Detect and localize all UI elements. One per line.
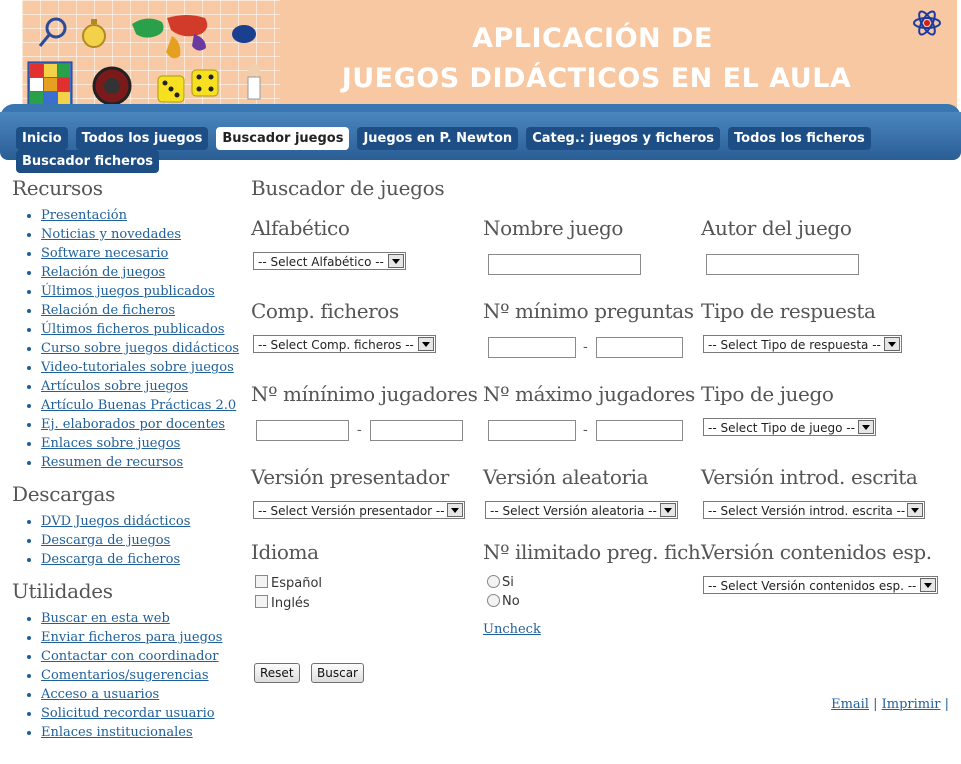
chevron-down-icon: [660, 503, 676, 517]
sidebar-link[interactable]: Curso sobre juegos didácticos: [41, 341, 240, 356]
sidebar-link[interactable]: Contactar con coordinador: [41, 649, 219, 664]
min-preguntas-label: Nº mínimo preguntas: [483, 299, 694, 323]
sidebar-link[interactable]: Noticias y novedades: [41, 227, 182, 242]
sidebar-list-utilidades: [12, 609, 242, 742]
list-item: [41, 244, 242, 263]
idioma-espanol-checkbox[interactable]: Español: [255, 575, 322, 591]
list-item: [41, 704, 242, 723]
imprimir-link[interactable]: Imprimir: [881, 697, 941, 712]
list-item: [41, 263, 242, 282]
min-preguntas-to-input[interactable]: [596, 337, 683, 358]
version-presentador-select[interactable]: -- Select Versión presentador --: [253, 501, 465, 519]
sidebar-list-descargas: [12, 512, 242, 569]
min-jugadores-from-input[interactable]: [256, 420, 349, 441]
sidebar-link[interactable]: Descarga de ficheros: [41, 552, 181, 567]
nombre-label: Nombre juego: [483, 216, 624, 240]
sidebar-link[interactable]: Acceso a usuarios: [41, 687, 160, 702]
list-item: [41, 415, 242, 434]
min-jugadores-to-input[interactable]: [370, 420, 463, 441]
banner-illustration: [22, 0, 280, 110]
list-item: [41, 531, 242, 550]
min-preguntas-from-input[interactable]: [488, 337, 576, 358]
tipo-juego-select[interactable]: -- Select Tipo de juego --: [703, 418, 876, 436]
nav-todos-ficheros[interactable]: Todos los ficheros: [728, 127, 871, 150]
nav-juegos-newton[interactable]: Juegos en P. Newton: [357, 127, 518, 150]
sidebar-link[interactable]: Comentarios/sugerencias: [41, 668, 209, 683]
reset-button[interactable]: Reset: [254, 663, 300, 683]
sidebar-link[interactable]: Últimos juegos publicados: [41, 284, 215, 299]
chevron-down-icon: [388, 254, 404, 268]
list-item: [41, 453, 242, 472]
list-item: [41, 685, 242, 704]
autor-label: Autor del juego: [701, 216, 852, 240]
nav-categorias[interactable]: Categ.: juegos y ficheros: [526, 127, 720, 150]
sidebar-link[interactable]: Últimos ficheros publicados: [41, 322, 225, 337]
sidebar-link[interactable]: Artículos sobre juegos: [41, 379, 189, 394]
ilimitado-label: Nº ilimitado preg. fich.: [483, 540, 707, 564]
sidebar-heading-descargas: Descargas: [12, 482, 116, 506]
version-contenidos-label: Versión contenidos esp.: [701, 540, 932, 564]
sidebar: [12, 176, 242, 752]
tipo-respuesta-label: Tipo de respuesta: [701, 299, 876, 323]
sidebar-link[interactable]: Descarga de juegos: [41, 533, 171, 548]
radio-icon: [487, 575, 500, 588]
sidebar-link[interactable]: Ej. elaborados por docentes: [41, 417, 226, 432]
version-aleatoria-label: Versión aleatoria: [483, 465, 649, 489]
list-item: [41, 666, 242, 685]
sidebar-link[interactable]: Relación de ficheros: [41, 303, 176, 318]
tipo-juego-label: Tipo de juego: [701, 382, 834, 406]
autor-input[interactable]: [706, 254, 859, 275]
sidebar-link[interactable]: Enviar ficheros para juegos: [41, 630, 223, 645]
checkbox-icon: [255, 595, 268, 608]
comp-ficheros-select[interactable]: -- Select Comp. ficheros --: [253, 335, 436, 353]
alfabetico-select[interactable]: -- Select Alfabético --: [253, 252, 406, 270]
list-item: [41, 396, 242, 415]
version-aleatoria-select[interactable]: -- Select Versión aleatoria --: [485, 501, 678, 519]
banner-title-line2: JUEGOS DIDÁCTICOS EN EL AULA: [341, 63, 852, 94]
checkbox-icon: [255, 575, 268, 588]
banner-title-line1: APLICACIÓN DE: [472, 23, 713, 54]
sidebar-link[interactable]: DVD Juegos didácticos: [41, 514, 191, 529]
chevron-down-icon: [907, 503, 923, 517]
sidebar-link[interactable]: Buscar en esta web: [41, 611, 170, 626]
radio-icon: [487, 594, 500, 607]
comp-ficheros-label: Comp. ficheros: [251, 299, 399, 323]
footer-links: [831, 697, 949, 712]
sidebar-link[interactable]: Resumen de recursos: [41, 455, 184, 470]
idioma-ingles-checkbox[interactable]: Inglés: [255, 595, 310, 611]
chevron-down-icon: [920, 578, 936, 592]
list-item: [41, 282, 242, 301]
sidebar-link[interactable]: Enlaces sobre juegos: [41, 436, 181, 451]
sidebar-link[interactable]: Video-tutoriales sobre juegos: [41, 360, 234, 375]
games-collage-icon: [22, 0, 280, 110]
range-separator: -: [583, 339, 588, 355]
sidebar-link[interactable]: Solicitud recordar usuario: [41, 706, 215, 721]
sidebar-link[interactable]: Artículo Buenas Prácticas 2.0: [41, 398, 237, 413]
nav-inicio[interactable]: Inicio: [16, 127, 68, 150]
sidebar-heading-utilidades: Utilidades: [12, 579, 113, 603]
footer-separator: |: [868, 697, 882, 712]
list-item: [41, 512, 242, 531]
sidebar-list-recursos: [12, 206, 242, 472]
list-item: [41, 206, 242, 225]
nav-buscador-juegos[interactable]: Buscador juegos: [216, 127, 349, 150]
uncheck-link[interactable]: Uncheck: [483, 622, 541, 637]
list-item: [41, 320, 242, 339]
list-item: [41, 609, 242, 628]
chevron-down-icon: [447, 503, 463, 517]
chevron-down-icon: [418, 337, 434, 351]
chevron-down-icon: [858, 420, 874, 434]
list-item: [41, 377, 242, 396]
list-item: [41, 647, 242, 666]
list-item: [41, 550, 242, 569]
list-item: [41, 628, 242, 647]
footer-separator-trail: |: [940, 697, 949, 712]
list-item: [41, 723, 242, 742]
banner-title-area: [280, 0, 957, 110]
idioma-label: Idioma: [251, 540, 319, 564]
list-item: [41, 225, 242, 244]
atom-icon: [912, 8, 942, 38]
sidebar-link[interactable]: Presentación: [41, 208, 128, 223]
list-item: [41, 339, 242, 358]
ilimitado-si-radio[interactable]: Si: [487, 575, 514, 590]
buscar-button[interactable]: Buscar: [311, 663, 364, 683]
nombre-input[interactable]: [488, 254, 641, 275]
banner: [0, 0, 961, 118]
email-link[interactable]: Email: [831, 697, 869, 712]
tipo-respuesta-select[interactable]: -- Select Tipo de respuesta --: [703, 335, 902, 353]
sidebar-link[interactable]: Software necesario: [41, 246, 169, 261]
alfabetico-label: Alfabético: [251, 216, 350, 240]
range-separator: -: [583, 422, 588, 438]
sidebar-heading-recursos: Recursos: [12, 176, 103, 200]
version-contenidos-select[interactable]: -- Select Versión contenidos esp. --: [703, 576, 938, 594]
list-item: [41, 301, 242, 320]
max-jugadores-label: Nº máximo jugadores: [483, 382, 695, 406]
range-separator: -: [357, 422, 362, 438]
main-nav: [0, 112, 961, 169]
nav-buscador-ficheros[interactable]: Buscador ficheros: [16, 150, 159, 173]
version-introd-select[interactable]: -- Select Versión introd. escrita --: [703, 501, 925, 519]
max-jugadores-to-input[interactable]: [596, 420, 683, 441]
version-presentador-label: Versión presentador: [251, 465, 449, 489]
sidebar-link[interactable]: Relación de juegos: [41, 265, 166, 280]
chevron-down-icon: [884, 337, 900, 351]
header: [0, 0, 961, 169]
list-item: [41, 434, 242, 453]
nav-todos-juegos[interactable]: Todos los juegos: [76, 127, 209, 150]
ilimitado-no-radio[interactable]: No: [487, 594, 520, 609]
version-introd-label: Versión introd. escrita: [701, 465, 918, 489]
page-title: Buscador de juegos: [251, 176, 445, 200]
min-jugadores-label: Nº mínínimo jugadores: [251, 382, 478, 406]
list-item: [41, 358, 242, 377]
sidebar-link[interactable]: Enlaces institucionales: [41, 725, 193, 740]
max-jugadores-from-input[interactable]: [488, 420, 576, 441]
